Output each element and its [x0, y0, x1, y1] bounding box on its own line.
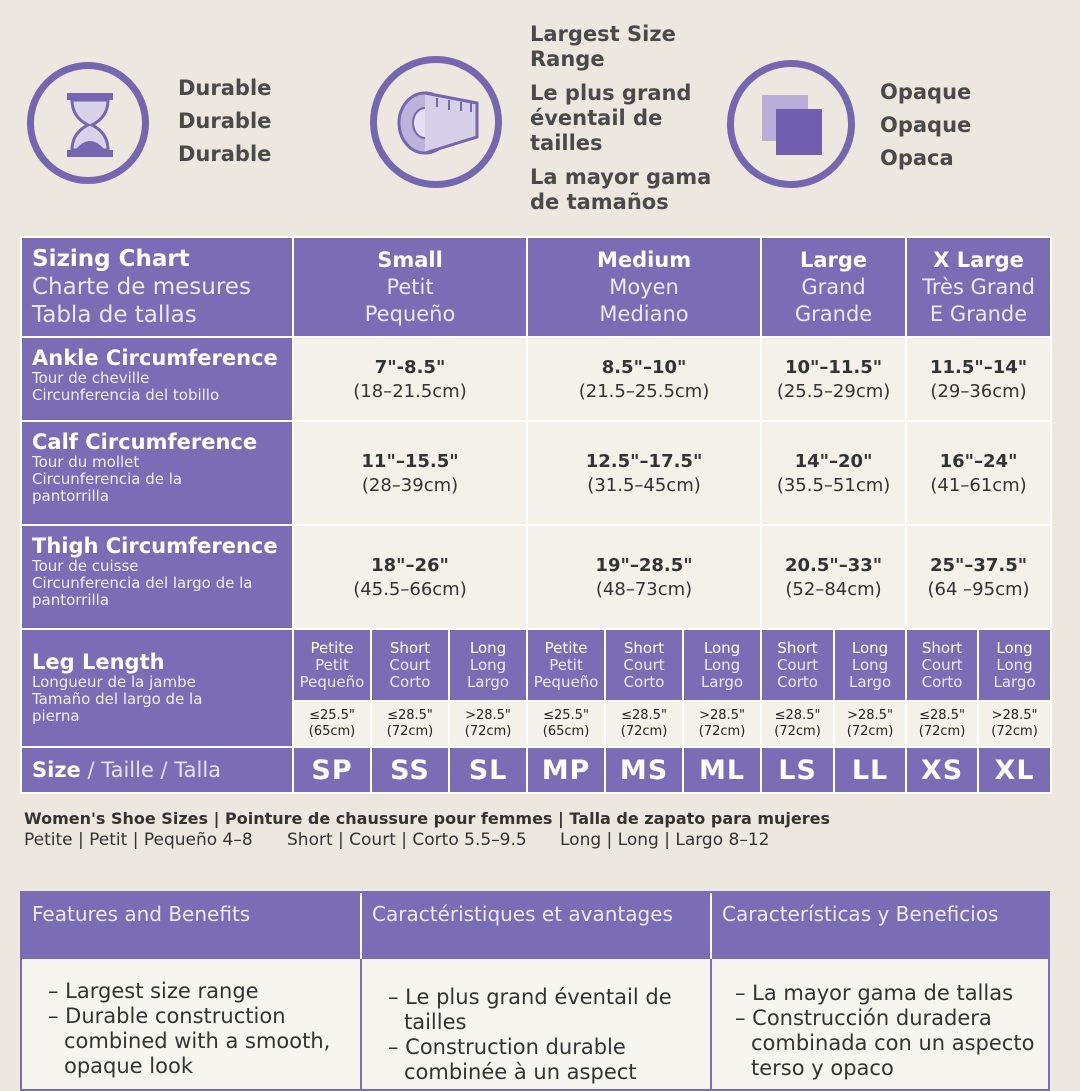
shoe-sizes-title: Women's Shoe Sizes | Pointure de chaussure pour femmes | Talla de zapato para mujeres — [24, 809, 831, 828]
size-code-xs: XS — [906, 747, 978, 793]
leg-type-ml: Long Long Largo — [683, 629, 761, 701]
size-code-mp: MP — [527, 747, 605, 793]
shoe-size-short: Short | Court | Corto 5.5–9.5 — [287, 830, 527, 850]
size-code-ls: LS — [761, 747, 834, 793]
opaque-squares-icon — [734, 67, 848, 181]
leg-type-xl: Long Long Largo — [978, 629, 1051, 701]
shoe-size-long: Long | Long | Largo 8–12 — [560, 830, 770, 850]
calf-small: 11"–15.5" (28–39cm) — [293, 421, 527, 525]
leg-value-sl: >28.5" (72cm) — [449, 701, 527, 747]
leg-type-sl: Long Long Largo — [449, 629, 527, 701]
features-list-fr: – Le plus grand éventail de tailles – Construction durable combinée à un aspect — [388, 985, 672, 1084]
features-header-en: Features and Benefits — [22, 893, 360, 959]
leg-value-mp: ≤25.5" (65cm) — [527, 701, 605, 747]
leg-value-sp: ≤25.5" (65cm) — [293, 701, 371, 747]
ankle-x-large: 11.5"–14" (29–36cm) — [906, 337, 1051, 421]
size-code-sp: SP — [293, 747, 371, 793]
features-list-es: – La mayor gama de tallas – Construcción duradera combinada con un aspecto terso y opaco — [735, 981, 1035, 1080]
features-header-fr: Caractéristiques et avantages — [360, 893, 710, 959]
ankle-small: 7"-8.5" (18–21.5cm) — [293, 337, 527, 421]
size-code-ms: MS — [605, 747, 683, 793]
size-code-ml: ML — [683, 747, 761, 793]
thigh-medium: 19"–28.5" (48–73cm) — [527, 525, 761, 629]
leg-value-ml: >28.5" (72cm) — [683, 701, 761, 747]
ankle-medium: 8.5"–10" (21.5–25.5cm) — [527, 337, 761, 421]
thigh-small: 18"–26" (45.5–66cm) — [293, 525, 527, 629]
leg-type-sp: Petite Petit Pequeño — [293, 629, 371, 701]
durable-text: Durable Durable Durable — [178, 76, 272, 166]
thigh-x-large: 25"–37.5" (64 –95cm) — [906, 525, 1051, 629]
calf-x-large: 16"–24" (41–61cm) — [906, 421, 1051, 525]
leg-value-xs: ≤28.5" (72cm) — [906, 701, 978, 747]
row-thigh-circumference: Thigh Circumference Tour de cuisse Circunferencia del largo de la pantorrilla — [21, 525, 293, 629]
size-code-sl: SL — [449, 747, 527, 793]
measuring-tape-icon — [377, 63, 495, 181]
row-size: Size / Taille / Talla — [21, 747, 293, 793]
leg-value-xl: >28.5" (72cm) — [978, 701, 1051, 747]
leg-value-ms: ≤28.5" (72cm) — [605, 701, 683, 747]
shoe-size-petite: Petite | Petit | Pequeño 4–8 — [24, 830, 253, 850]
row-calf-circumference: Calf Circumference Tour du mollet Circunferencia de la pantorrilla — [21, 421, 293, 525]
ankle-large: 10"–11.5" (25.5–29cm) — [761, 337, 906, 421]
features-list-en: – Largest size range – Durable construction combined with a smooth, opaque look — [48, 979, 331, 1078]
size-code-ss: SS — [371, 747, 449, 793]
leg-type-ls: Short Court Corto — [761, 629, 834, 701]
column-medium: Medium Moyen Mediano — [527, 237, 761, 337]
features-table — [20, 891, 1050, 1091]
calf-large: 14"–20" (35.5–51cm) — [761, 421, 906, 525]
row-leg-length: Leg Length Longueur de la jambe Tamaño del largo de la pierna — [21, 629, 293, 747]
column-x-large: X Large Très Grand E Grande — [906, 237, 1051, 337]
leg-type-xs: Short Court Corto — [906, 629, 978, 701]
hourglass-icon — [34, 69, 142, 177]
leg-type-ll: Long Long Largo — [834, 629, 906, 701]
leg-type-mp: Petite Petit Pequeño — [527, 629, 605, 701]
calf-medium: 12.5"–17.5" (31.5–45cm) — [527, 421, 761, 525]
largest-size-text: Largest Size Range Le plus grand éventail de tailles La mayor gama de tamaños — [530, 22, 712, 214]
features-header-es: Características y Beneficios — [710, 893, 1048, 959]
row-ankle-circumference: Ankle Circumference Tour de cheville Circunferencia del tobillo — [21, 337, 293, 421]
column-small: Small Petit Pequeño — [293, 237, 527, 337]
tape-circle — [370, 56, 502, 188]
leg-type-ms: Short Court Corto — [605, 629, 683, 701]
column-large: Large Grand Grande — [761, 237, 906, 337]
opaque-text: Opaque Opaque Opaca — [880, 80, 972, 170]
hourglass-circle — [27, 62, 149, 184]
leg-type-ss: Short Court Corto — [371, 629, 449, 701]
leg-value-ll: >28.5" (72cm) — [834, 701, 906, 747]
size-code-ll: LL — [834, 747, 906, 793]
sizing-chart — [20, 236, 1052, 794]
size-code-xl: XL — [978, 747, 1051, 793]
chart-title: Sizing Chart Charte de mesures Tabla de tallas — [21, 237, 293, 337]
leg-value-ls: ≤28.5" (72cm) — [761, 701, 834, 747]
leg-value-ss: ≤28.5" (72cm) — [371, 701, 449, 747]
thigh-large: 20.5"–33" (52–84cm) — [761, 525, 906, 629]
opaque-circle — [727, 60, 855, 188]
